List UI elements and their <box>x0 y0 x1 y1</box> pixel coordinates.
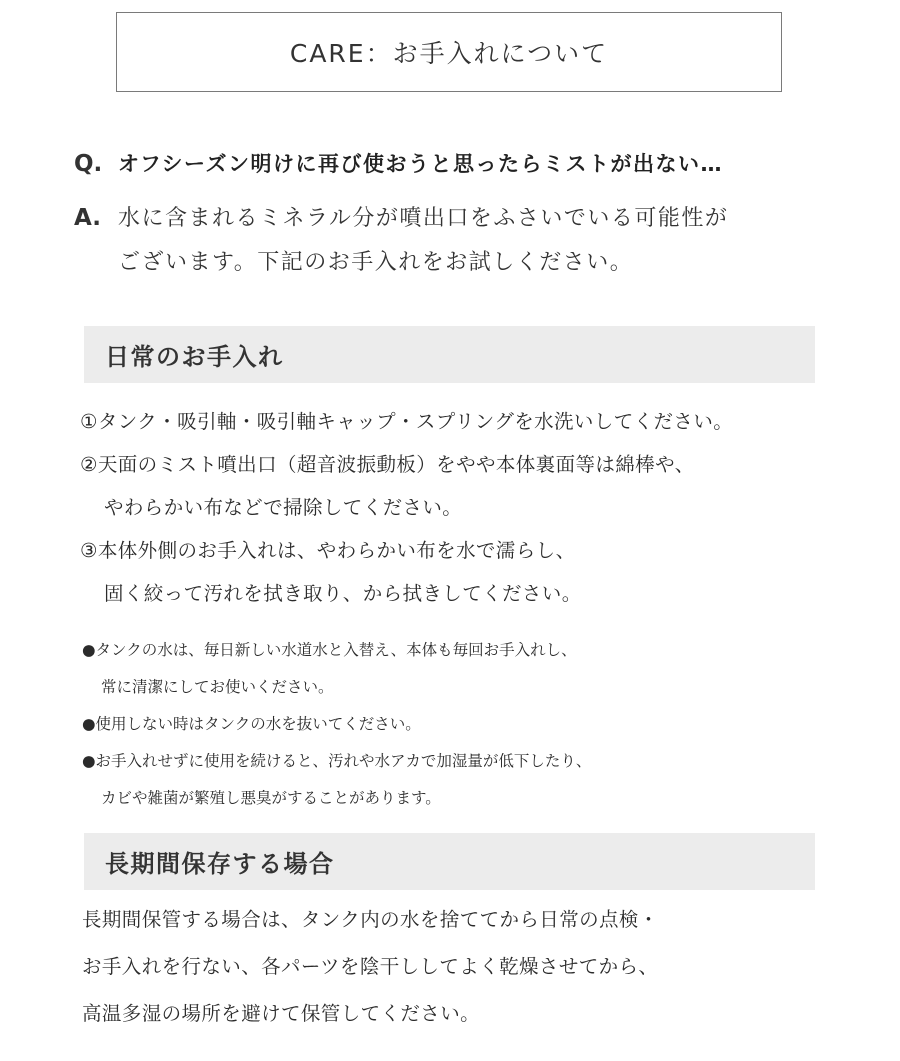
faq-answer <box>74 196 728 285</box>
daily-care-heading: 日常のお手入れ <box>84 326 815 383</box>
answer-line-1: 水に含まれるミネラル分が噴出口をふさいでいる可能性が <box>118 206 729 231</box>
note-2: ●使用しない時はタンクの水を抜いてください。 <box>82 715 421 733</box>
storage-line-2: お手入れを行ない、各パーツを陰干ししてよく乾燥させてから、 <box>82 955 659 978</box>
question-marker: Q. <box>74 151 103 177</box>
question-text: オフシーズン明けに再び使おうと思ったらミストが出ない… <box>118 152 723 176</box>
storage-heading: 長期間保存する場合 <box>84 833 815 890</box>
daily-care-notes <box>82 632 591 817</box>
storage-line-1: 長期間保管する場合は、タンク内の水を捨ててから日常の点検・ <box>82 908 659 931</box>
daily-care-steps <box>80 400 733 615</box>
note-3-continued: カビや雑菌が繁殖し悪臭がすることがあります。 <box>101 789 441 807</box>
answer-marker: A. <box>74 205 101 231</box>
step-3-continued: 固く絞って汚れを拭き取り、から拭きしてください。 <box>104 582 582 605</box>
page-title: CARE：お手入れについて <box>116 12 782 92</box>
step-1: ①タンク・吸引軸・吸引軸キャップ・スプリングを水洗いしてください。 <box>80 410 734 433</box>
storage-instructions <box>82 896 659 1037</box>
step-2: ②天面のミスト噴出口（超音波振動板）をやや本体裏面等は綿棒や、 <box>80 453 695 476</box>
answer-text <box>118 197 728 285</box>
answer-line-2: ございます。下記のお手入れをお試しください。 <box>118 250 634 275</box>
note-1-continued: 常に清潔にしてお使いください。 <box>101 678 334 696</box>
faq-question <box>74 148 723 178</box>
step-2-continued: やわらかい布などで掃除してください。 <box>104 496 463 519</box>
note-1: ●タンクの水は、毎日新しい水道水と入替え、本体も毎回お手入れし、 <box>82 641 577 659</box>
storage-line-3: 高温多湿の場所を避けて保管してください。 <box>82 1002 481 1025</box>
step-3: ③本体外側のお手入れは、やわらかい布を水で濡らし、 <box>80 539 576 562</box>
note-3: ●お手入れせずに使用を続けると、汚れや水アカで加湿量が低下したり、 <box>82 752 592 770</box>
